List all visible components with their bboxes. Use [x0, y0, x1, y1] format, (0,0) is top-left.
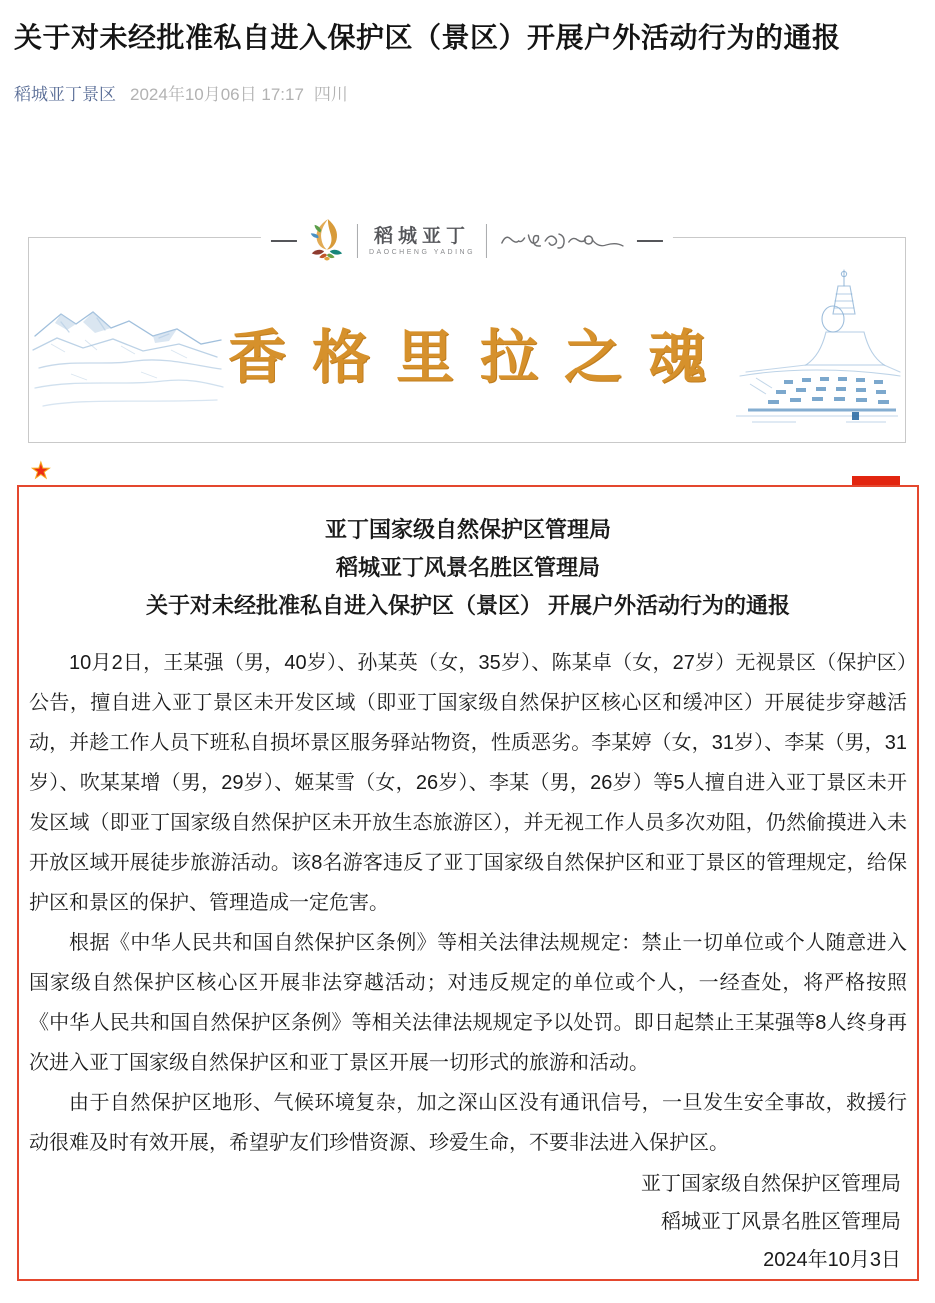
banner-slogan: 香格里拉之魂 — [227, 323, 732, 391]
logo-right-dash — [637, 240, 663, 242]
publish-date: 2024年10月06日 17:17 — [130, 85, 304, 104]
byline — [14, 80, 348, 105]
banner-image[interactable] — [28, 225, 906, 443]
red-tab-decoration — [852, 476, 900, 485]
notice-paragraph-1: 10月2日，王某强（男，40岁）、孙某英（女，35岁）、陈某卓（女，27岁）无视景区（保护区）公告，擅自进入亚丁景区未开发区域（即亚丁国家级自然保护区核心区和缓冲区）开展徒步穿越活动，并趁工作人员下班私自损坏景区服务驿站物资，性质恶劣。李某婷（女，31岁）、李某（男，31岁）、吹某某增（男，29岁）、姬某雪（女，26岁）、李某（男，26岁）等5人擅自进入亚丁景区未开发区域（即亚丁国家级自然保护区未开放生态旅游区），并无视工作人员多次劝阻，仍然偷摸进入未开放区域开展徒步旅游活动。该8名游客违反了亚丁国家级自然保护区和亚丁景区的管理规定，给保护区和景区的保护、管理造成一定危害。 — [29, 652, 907, 914]
account-name-link[interactable]: 稻城亚丁景区 — [14, 85, 116, 104]
signature-date: 2024年10月3日 — [763, 1249, 901, 1271]
notice-paragraph-2: 根据《中华人民共和国自然保护区条例》等相关法律法规规定：禁止一切单位或个人随意进入国家级自然保护区核心区开展非法穿越活动；对违反规定的单位或个人，一经查处，将严格按照《中华人民共和国自然保护区条例》等相关法律法规规定予以处罚。即日起禁止王某强等8人终身再次进入亚丁国家级自然保护区和亚丁景区开展一切形式的旅游和活动。 — [29, 932, 907, 1074]
notice-box — [17, 485, 919, 1281]
notice-heading-line1: 亚丁国家级自然保护区管理局 — [324, 517, 611, 542]
notice-heading-line3: 关于对未经批准私自进入保护区（景区） 开展户外活动行为的通报 — [145, 593, 791, 618]
notice-signature — [29, 1165, 907, 1279]
notice-body — [29, 643, 907, 1163]
notice-heading-line2: 稻城亚丁风景名胜区管理局 — [335, 555, 600, 580]
lotus-flame-logo-icon — [308, 217, 346, 265]
logo-divider — [486, 224, 487, 258]
logo-name: 稻城亚丁 — [373, 225, 470, 247]
banner-logo — [261, 212, 673, 270]
logo-name-en: DAOCHENG YADING — [368, 248, 476, 256]
logo-left-dash — [271, 240, 297, 242]
publish-location: 四川 — [313, 85, 348, 104]
signature-agency-1: 亚丁国家级自然保护区管理局 — [641, 1173, 901, 1195]
notice-paragraph-3: 由于自然保护区地形、气候环境复杂，加之深山区没有通讯信号，一旦发生安全事故，救援行动很难及时有效开展，希望驴友们珍惜资源、珍爱生命，不要非法进入保护区。 — [29, 1092, 907, 1154]
star-icon: ★ — [31, 458, 51, 483]
signature-agency-2: 稻城亚丁风景名胜区管理局 — [661, 1211, 901, 1233]
logo-divider — [357, 224, 358, 258]
tibetan-script-icon — [498, 226, 626, 256]
page-title: 关于对未经批准私自进入保护区（景区）开展户外活动行为的通报 — [14, 22, 841, 53]
